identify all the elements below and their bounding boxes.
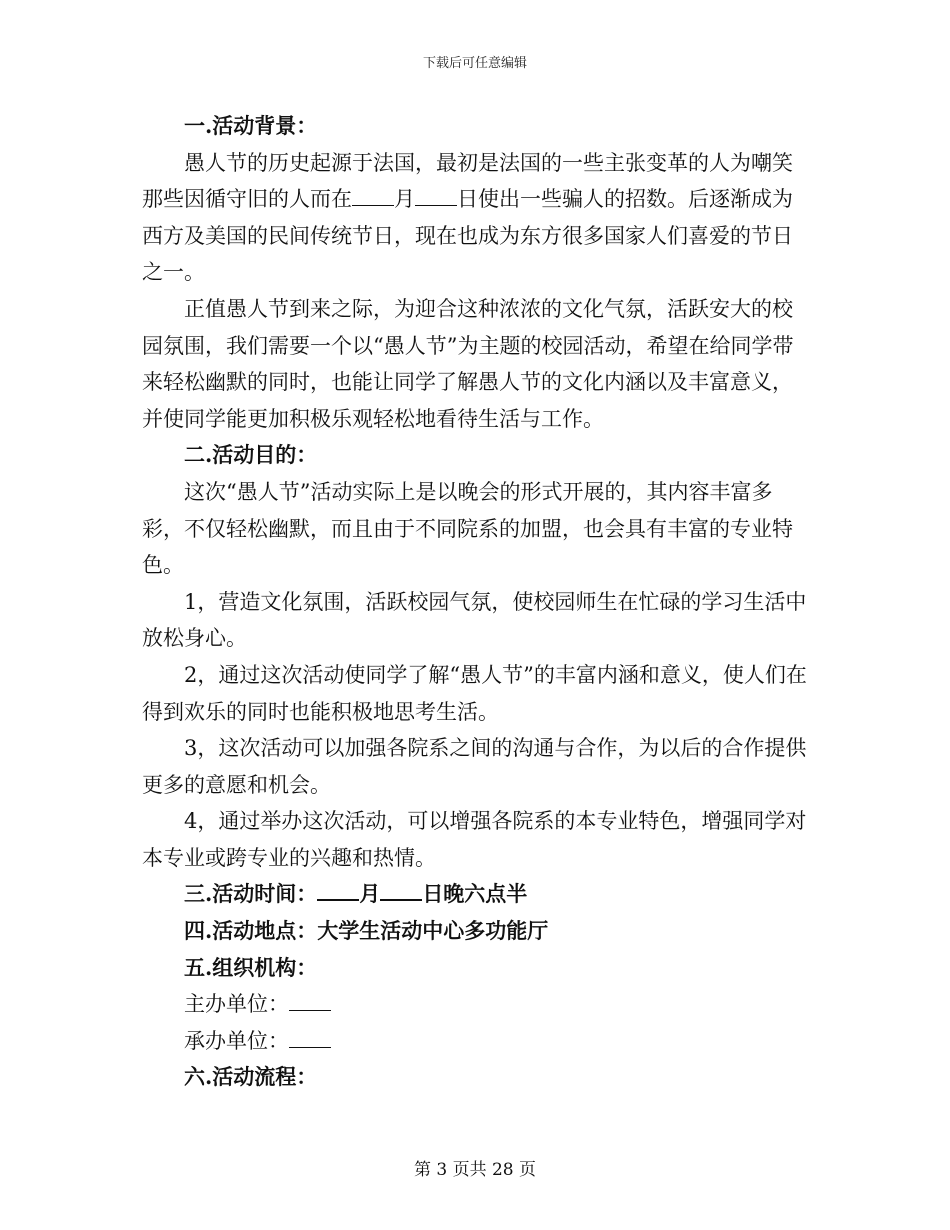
section-title-organization: 五.组织机构： bbox=[184, 954, 318, 980]
goal-item-3: 3，这次活动可以加强各院系之间的沟通与合作，为以后的合作提供更多的意愿和机会。 bbox=[142, 736, 807, 797]
goal-item-2: 2，通过这次活动使同学了解“愚人节”的丰富内涵和意义，使人们在得到欢乐的同时也能积极地思考生活。 bbox=[142, 662, 807, 724]
section-title-background: 一.活动背景： bbox=[184, 113, 318, 138]
page-footer: 第 3 页共 28 页 bbox=[413, 1160, 537, 1180]
page-header: 下载后可任意编辑 bbox=[422, 56, 527, 71]
organizer-line: 主办单位： bbox=[142, 986, 812, 1023]
document-body bbox=[142, 108, 812, 1096]
section-location: 四.活动地点：大学生活动中心多功能厅 bbox=[184, 918, 549, 944]
paragraph-origin: 愚人节的历史起源于法国，最初是法国的一些主张变革的人为嘲笑那些因循守旧的人而在 月 日使出一些骗人的招数。后逐渐成为西方及美国的民间传统节日，现在也成为东方很多国家人们喜爱的节日之一。 bbox=[142, 150, 793, 285]
blank-month bbox=[352, 183, 394, 206]
blank-time-month bbox=[317, 877, 359, 901]
section-title-goals: 二.活动目的： bbox=[184, 442, 318, 468]
goal-item-1: 1，营造文化氛围，活跃校园气氛，使校园师生在忙碌的学习生活中放松身心。 bbox=[142, 589, 807, 651]
co-organizer-line: 承办单位： bbox=[142, 1023, 812, 1060]
blank-time-day bbox=[380, 877, 422, 901]
section-time: 三.活动时间： 月 日晚六点半 bbox=[142, 876, 812, 913]
blank-organizer bbox=[289, 988, 331, 1011]
paragraph-purpose: 正值愚人节到来之际，为迎合这种浓浓的文化气氛，活跃安大的校园氛围，我们需要一个以“愚人节”为主题的校园活动，希望在给同学带来轻松幽默的同时，也能让同学了解愚人节的文化内涵以及丰富意义，并使同学能更加积极乐观轻松地看待生活与工作。 bbox=[142, 296, 794, 431]
section-title-process: 六.活动流程： bbox=[184, 1064, 318, 1090]
paragraph-goals: 这次“愚人节”活动实际上是以晚会的形式开展的，其内容丰富多彩，不仅轻松幽默，而且由于不同院系的加盟，也会具有丰富的专业特色。 bbox=[142, 479, 793, 578]
blank-day bbox=[415, 183, 457, 206]
goal-item-4: 4，通过举办这次活动，可以增强各院系的本专业特色，增强同学对本专业或跨专业的兴趣和热情。 bbox=[142, 809, 807, 870]
blank-co-organizer bbox=[289, 1025, 331, 1048]
